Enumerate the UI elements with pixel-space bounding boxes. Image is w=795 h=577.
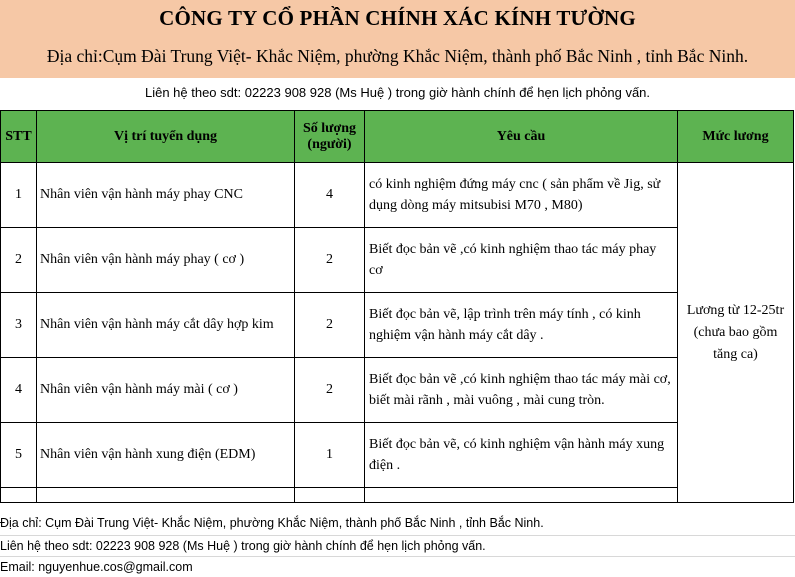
row-quantity: 2 bbox=[295, 293, 365, 358]
row-requirements: Biết đọc bản vẽ, có kinh nghiệm vận hành máy xung điện . bbox=[365, 423, 678, 488]
row-quantity: 2 bbox=[295, 358, 365, 423]
contact-line: Liên hệ theo sdt: 02223 908 928 (Ms Huệ ) trong giờ hành chính để hẹn lịch phỏng vấn. bbox=[144, 85, 651, 100]
company-title: CÔNG TY CỔ PHẦN CHÍNH XÁC KÍNH TƯỜNG bbox=[159, 6, 636, 30]
row-quantity: 2 bbox=[295, 228, 365, 293]
salary-cell: Lương từ 12-25tr (chưa bao gồm tăng ca) bbox=[678, 163, 794, 503]
header-stt: STT bbox=[1, 111, 37, 163]
table-row bbox=[1, 358, 794, 423]
row-requirements: Biết đọc bản vẽ ,có kinh nghiệm thao tác máy phay cơ bbox=[365, 228, 678, 293]
row-position: Nhân viên vận hành xung điện (EDM) bbox=[37, 423, 295, 488]
row-stt: 3 bbox=[1, 293, 37, 358]
row-position: Nhân viên vận hành máy mài ( cơ ) bbox=[37, 358, 295, 423]
blank-row bbox=[1, 488, 794, 503]
sheet-gridline bbox=[0, 535, 795, 536]
header-quantity: Số lượng (người) bbox=[295, 111, 365, 163]
header-position: Vị trí tuyển dụng bbox=[37, 111, 295, 163]
recruitment-table bbox=[0, 110, 794, 503]
sheet-gridline bbox=[0, 556, 795, 557]
row-position: Nhân viên vận hành máy phay CNC bbox=[37, 163, 295, 228]
row-stt: 5 bbox=[1, 423, 37, 488]
row-stt: 2 bbox=[1, 228, 37, 293]
blank-cell bbox=[295, 488, 365, 503]
table-row bbox=[1, 293, 794, 358]
row-quantity: 4 bbox=[295, 163, 365, 228]
row-position: Nhân viên vận hành máy cắt dây hợp kim bbox=[37, 293, 295, 358]
blank-cell bbox=[365, 488, 678, 503]
row-stt: 4 bbox=[1, 358, 37, 423]
footer-address: Địa chỉ: Cụm Đài Trung Việt- Khắc Niệm, phường Khắc Niệm, thành phố Bắc Ninh , tỉnh Bắc Ninh. bbox=[0, 516, 544, 530]
row-position: Nhân viên vận hành máy phay ( cơ ) bbox=[37, 228, 295, 293]
row-requirements: Biết đọc bản vẽ, lập trình trên máy tính , có kinh nghiệm vận hành máy cắt dây . bbox=[365, 293, 678, 358]
header-requirements: Yêu cầu bbox=[365, 111, 678, 163]
blank-cell bbox=[1, 488, 37, 503]
table-row bbox=[1, 423, 794, 488]
row-stt: 1 bbox=[1, 163, 37, 228]
row-requirements: có kinh nghiệm đứng máy cnc ( sản phẩm về Jig, sử dụng dòng máy mitsubisi M70 , M80) bbox=[365, 163, 678, 228]
footer-email: Email: nguyenhue.cos@gmail.com bbox=[0, 560, 193, 574]
row-quantity: 1 bbox=[295, 423, 365, 488]
footer-contact: Liên hệ theo sdt: 02223 908 928 (Ms Huệ ) trong giờ hành chính để hẹn lịch phỏng vấn. bbox=[0, 539, 486, 553]
header-salary: Mức lương bbox=[678, 111, 794, 163]
table-header-row bbox=[1, 111, 794, 163]
table-row bbox=[1, 163, 794, 228]
row-requirements: Biết đọc bản vẽ ,có kinh nghiệm thao tác máy mài cơ, biết mài rãnh , mài vuông , mài cung tròn. bbox=[365, 358, 678, 423]
blank-cell bbox=[37, 488, 295, 503]
company-address: Địa chỉ:Cụm Đài Trung Việt- Khắc Niệm, phường Khắc Niệm, thành phố Bắc Ninh , tỉnh Bắc Ninh. bbox=[46, 46, 749, 66]
table-row bbox=[1, 228, 794, 293]
